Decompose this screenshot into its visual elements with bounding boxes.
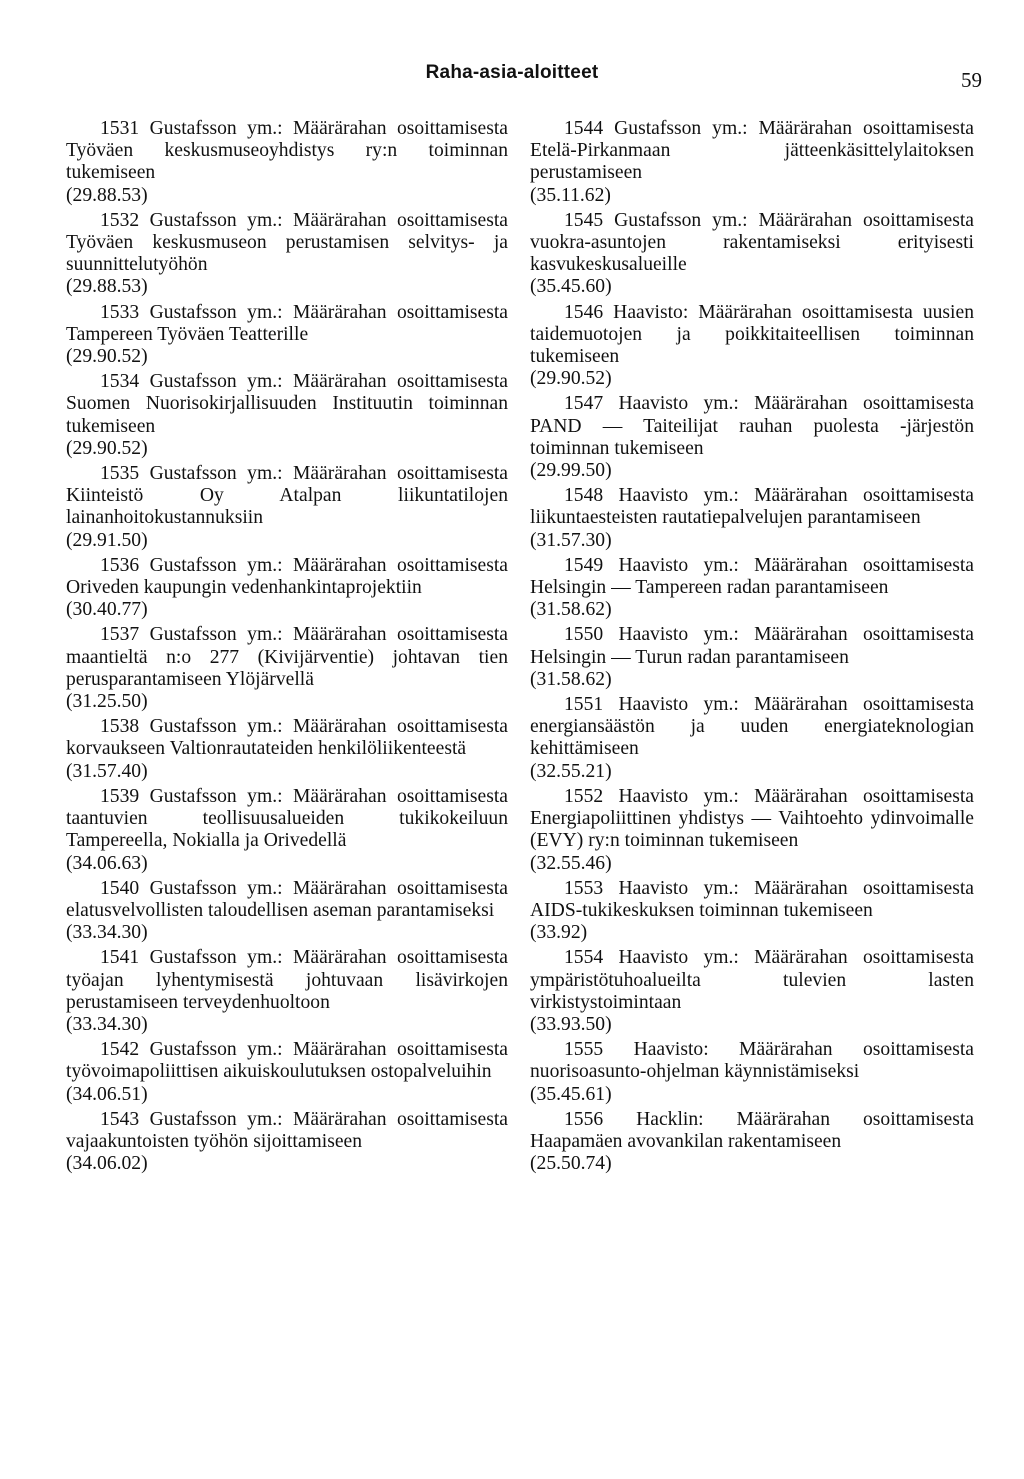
list-item	[530, 1109, 974, 1176]
entry-reference: (35.45.60)	[530, 276, 612, 298]
entry-text: 1556 Hacklin: Määrärahan osoittamisesta Haapamäen avovankilan rakentamiseen	[530, 1108, 974, 1152]
entry-reference: (31.57.30)	[530, 529, 612, 551]
entry-text: 1534 Gustafsson ym.: Määrärahan osoittamisesta Suomen Nuorisokirjallisuuden Instituutin toiminnan tukemiseen	[66, 371, 508, 437]
entry-text: 1548 Haavisto ym.: Määrärahan osoittamisesta liikuntaesteisten rautatiepalvelujen parantamiseen	[530, 485, 974, 529]
entry-text: 1537 Gustafsson ym.: Määrärahan osoittamisesta maantieltä n:o 277 (Kivijärventie) johtavan tien perusparantamiseen Ylöjärvellä	[66, 624, 508, 690]
entry-text: 1552 Haavisto ym.: Määrärahan osoittamisesta Energiapoliittinen yhdistys — Vaihtoehto ydinvoimalle (EVY) ry:n toiminnan tukemiseen	[530, 785, 974, 852]
list-item	[66, 555, 508, 622]
entry-reference: (32.55.46)	[530, 852, 612, 874]
list-item	[530, 393, 974, 482]
list-item	[66, 463, 508, 552]
left-column	[66, 118, 508, 1178]
entry-reference: (33.34.30)	[66, 922, 148, 944]
entry-text: 1542 Gustafsson ym.: Määrärahan osoittamisesta työvoimapoliittisen aikuiskoulutuksen ostopalveluihin	[66, 1039, 508, 1083]
right-column	[530, 118, 974, 1178]
list-item	[530, 694, 974, 783]
entry-reference: (32.55.21)	[530, 760, 612, 782]
running-header-title: Raha-asia-aloitteet	[425, 62, 599, 83]
entry-text: 1532 Gustafsson ym.: Määrärahan osoittamisesta Työväen keskusmuseon perustamisen selvitys- ja suunnittelutyöhön	[66, 209, 508, 276]
entry-reference: (31.58.62)	[530, 599, 612, 621]
entry-reference: (33.93.50)	[530, 1013, 612, 1035]
entry-reference: (25.50.74)	[530, 1153, 612, 1175]
entry-text: 1531 Gustafsson ym.: Määrärahan osoittamisesta Työväen keskusmuseoyhdistys ry:n toiminnan tukemiseen	[66, 118, 508, 184]
entry-reference: (34.06.63)	[66, 852, 148, 874]
entry-reference: (34.06.02)	[66, 1153, 148, 1175]
entry-text: 1540 Gustafsson ym.: Määrärahan osoittamisesta elatusvelvollisten taloudellisen aseman parantamiseksi	[66, 877, 508, 921]
entry-text: 1541 Gustafsson ym.: Määrärahan osoittamisesta työajan lyhentymisestä johtuvaan lisävirkojen perustamiseen terveydenhuoltoon	[66, 947, 508, 1013]
list-item	[66, 1109, 508, 1176]
entry-text: 1544 Gustafsson ym.: Määrärahan osoittamisesta Etelä-Pirkanmaan jätteenkäsittelylaitoksen perustamiseen	[530, 118, 974, 184]
list-item	[66, 878, 508, 945]
list-item	[530, 302, 974, 391]
list-item	[530, 878, 974, 945]
entry-text: 1551 Haavisto ym.: Määrärahan osoittamisesta energiansäästön ja uuden energiateknologian kehittämiseen	[530, 694, 974, 760]
entry-reference: (35.45.61)	[530, 1083, 612, 1105]
list-item	[530, 210, 974, 299]
list-item	[66, 947, 508, 1036]
page-header	[0, 62, 1024, 92]
entry-text: 1546 Haavisto: Määrärahan osoittamisesta uusien taidemuotojen ja poikkitaiteellisen toiminnan tukemiseen	[530, 301, 974, 368]
entry-text: 1535 Gustafsson ym.: Määrärahan osoittamisesta Kiinteistö Oy Atalpan liikuntatilojen lainanhoitokustannuksiin	[66, 463, 508, 529]
entry-reference: (29.88.53)	[66, 184, 148, 206]
list-item	[66, 716, 508, 783]
entry-text: 1539 Gustafsson ym.: Määrärahan osoittamisesta taantuvien teollisuusalueiden tukikokeiluun Tampereella, Nokialla ja Orivedellä	[66, 785, 508, 852]
entry-reference: (30.40.77)	[66, 599, 148, 621]
list-item	[66, 1039, 508, 1106]
list-item	[530, 485, 974, 552]
list-item	[66, 302, 508, 369]
entry-text: 1543 Gustafsson ym.: Määrärahan osoittamisesta vajaakuntoisten työhön sijoittamiseen	[66, 1108, 508, 1152]
entry-reference: (33.34.30)	[66, 1013, 148, 1035]
entry-text: 1554 Haavisto ym.: Määrärahan osoittamisesta ympäristötuhoalueilta tulevien lasten virkistystoimintaan	[530, 947, 974, 1013]
entry-text: 1555 Haavisto: Määrärahan osoittamisesta nuorisoasunto-ohjelman käynnistämiseksi	[530, 1039, 974, 1083]
entry-reference: (33.92)	[530, 922, 588, 944]
entry-reference: (34.06.51)	[66, 1083, 148, 1105]
entry-reference: (31.57.40)	[66, 760, 148, 782]
page-number: 59	[961, 68, 982, 92]
entry-reference: (31.58.62)	[530, 668, 612, 690]
list-item	[66, 210, 508, 299]
list-item	[66, 624, 508, 713]
entry-reference: (29.88.53)	[66, 276, 148, 298]
list-item	[66, 371, 508, 460]
list-item	[66, 786, 508, 875]
list-item	[530, 947, 974, 1036]
list-item	[530, 555, 974, 622]
entry-text: 1550 Haavisto ym.: Määrärahan osoittamisesta Helsingin — Turun radan parantamiseen	[530, 624, 974, 668]
list-item	[530, 1039, 974, 1106]
entry-text: 1538 Gustafsson ym.: Määrärahan osoittamisesta korvaukseen Valtionrautateiden henkilöliikenteestä	[66, 716, 508, 760]
entry-reference: (31.25.50)	[66, 691, 148, 713]
entry-text: 1549 Haavisto ym.: Määrärahan osoittamisesta Helsingin — Tampereen radan parantamiseen	[530, 554, 974, 599]
list-item	[530, 118, 974, 207]
entry-reference: (29.99.50)	[530, 460, 612, 482]
entry-text: 1545 Gustafsson ym.: Määrärahan osoittamisesta vuokra-asuntojen rakentamiseksi erityisesti kasvukeskusalueille	[530, 209, 974, 276]
list-item	[530, 786, 974, 875]
entry-text: 1536 Gustafsson ym.: Määrärahan osoittamisesta Oriveden kaupungin vedenhankintaprojektiin	[66, 554, 508, 599]
entry-reference: (29.90.52)	[530, 368, 612, 390]
list-item	[66, 118, 508, 207]
entry-reference: (35.11.62)	[530, 184, 611, 206]
entry-reference: (29.91.50)	[66, 529, 148, 551]
list-item	[530, 624, 974, 691]
entry-text: 1533 Gustafsson ym.: Määrärahan osoittamisesta Tampereen Työväen Teatterille	[66, 301, 508, 345]
entry-text: 1553 Haavisto ym.: Määrärahan osoittamisesta AIDS-tukikeskuksen toiminnan tukemiseen	[530, 877, 974, 921]
entry-text: 1547 Haavisto ym.: Määrärahan osoittamisesta PAND — Taiteilijat rauhan puolesta -järjestön toiminnan tukemiseen	[530, 393, 974, 459]
entry-reference: (29.90.52)	[66, 437, 148, 459]
entry-reference: (29.90.52)	[66, 346, 148, 368]
